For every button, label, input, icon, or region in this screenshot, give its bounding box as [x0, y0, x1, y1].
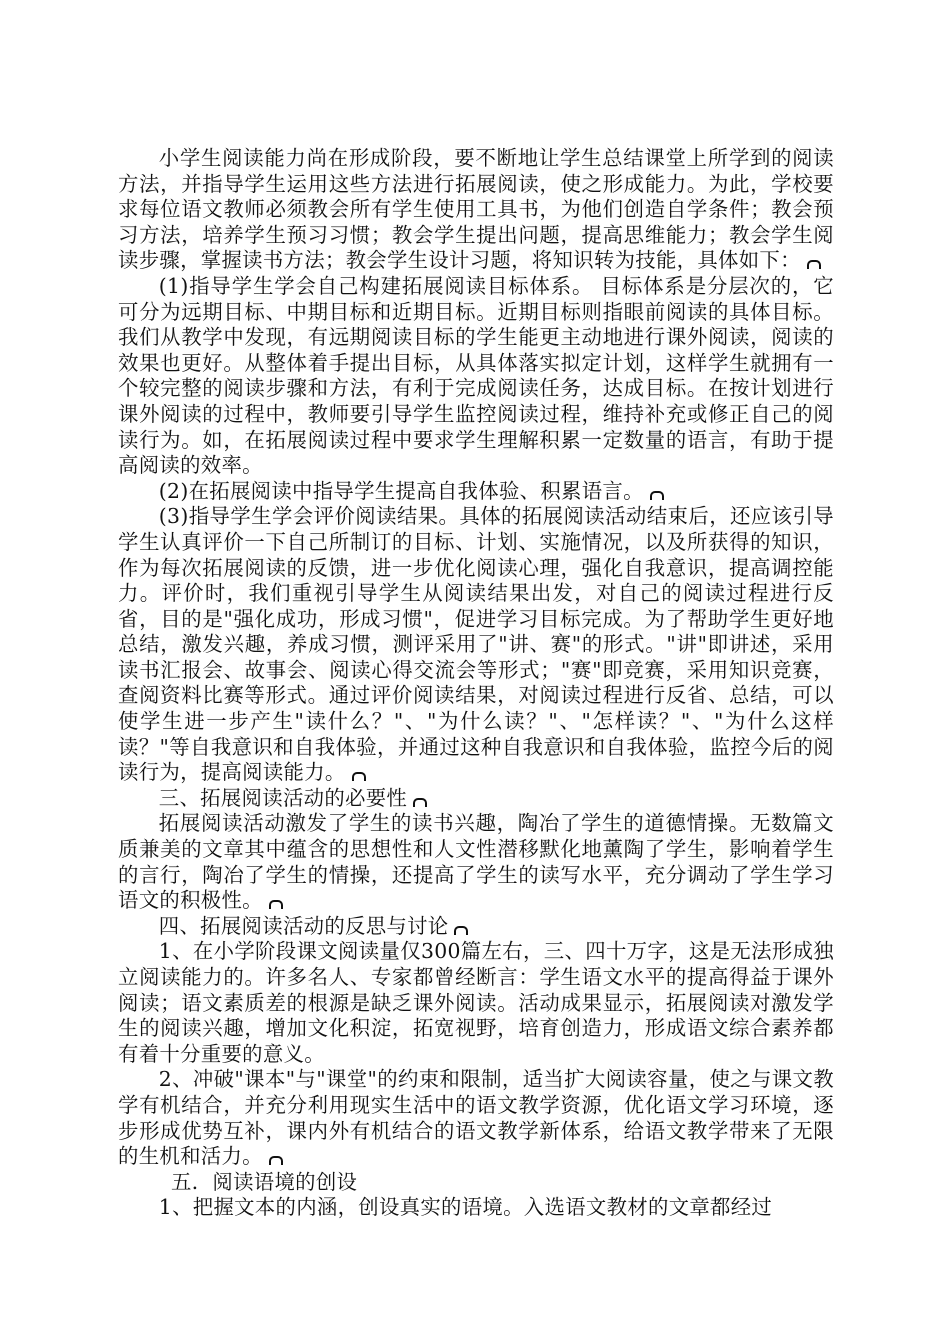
paragraph-item-2: (2)在拓展阅读中指导学生提高自我体验、积累语言。 [118, 479, 834, 505]
paragraph-reflection-1: 1、在小学阶段课文阅读量仅300篇左右，三、四十万字，这是无法形成独立阅读能力的。许多名人、专家都曾经断言：学生语文水平的提高得益于课外阅读；语文素质差的根源是缺乏课外阅读。活动成果显示，拓展阅读对激发学生的阅读兴趣，增加文化积淀，拓宽视野，培育创造力，形成语文综合素养都有着十分重要的意义。 [118, 939, 834, 1066]
section-heading-3: 三、拓展阅读活动的必要性 [118, 786, 834, 812]
paragraph-mark-icon [413, 798, 427, 807]
paragraph-mark-icon [269, 900, 283, 909]
paragraph-intro: 小学生阅读能力尚在形成阶段，要不断地让学生总结课堂上所学到的阅读方法，并指导学生运用这些方法进行拓展阅读，使之形成能力。为此，学校要求每位语文教师必须教会所有学生使用工具书，为他们创造自学条件；教会预习方法，培养学生预习习惯；教会学生提出问题，提高思维能力；教会学生阅读步骤，掌握读书方法；教会学生设计习题，将知识转为技能，具体如下： [118, 146, 834, 273]
paragraph-item-1: (1)指导学生学会自己构建拓展阅读目标体系。 目标体系是分层次的，它可分为远期目标、中期目标和近期目标。近期目标则指眼前阅读的具体目标。我们从教学中发现，有远期阅读目标的学生能更主动地进行课外阅读，阅读的效果也更好。从整体着手提出目标，从具体落实拟定计划，这样学生就拥有一个较完整的阅读步骤和方法，有利于完成阅读任务，达成目标。在按计划进行课外阅读的过程中，教师要引导学生监控阅读过程，维持补充或修正自己的阅读行为。如，在拓展阅读过程中要求学生理解积累一定数量的语言，有助于提高阅读的效率。 [118, 273, 834, 478]
section-heading-4: 四、拓展阅读活动的反思与讨论 [118, 914, 834, 940]
paragraph-necessity: 拓展阅读活动激发了学生的读书兴趣，陶冶了学生的道德情操。无数篇文质兼美的文章其中蕴含的思想性和人文性潜移默化地薰陶了学生，影响着学生的言行，陶冶了学生的情操，还提高了学生的读写水平，充分调动了学生学习语文的积极性。 [118, 811, 834, 913]
document-body [118, 146, 834, 1221]
paragraph-mark-icon [352, 772, 366, 781]
paragraph-reflection-2: 2、冲破"课本"与"课堂"的约束和限制，适当扩大阅读容量，使之与课文教学有机结合，并充分利用现实生活中的语文教学资源，优化语文学习环境，逐步形成优势互补，课内外有机结合的语文教学新体系，给语文教学带来了无限的生机和活力。 [118, 1067, 834, 1169]
paragraph-mark-icon [650, 491, 664, 500]
paragraph-mark-icon [269, 1156, 283, 1165]
paragraph-item-3: (3)指导学生学会评价阅读结果。具体的拓展阅读活动结束后，还应该引导学生认真评价一下自己所制订的目标、计划、实施情况，以及所获得的知识，作为每次拓展阅读的反馈，进一步优化阅读心理，强化自我意识，提高调控能力。评价时，我们重视引导学生从阅读结果出发，对自己的阅读过程进行反省，目的是"强化成功，形成习惯"，促进学习目标完成。为了帮助学生更好地总结，激发兴趣，养成习惯，测评采用了"讲、赛"的形式。"讲"即讲述，采用读书汇报会、故事会、阅读心得交流会等形式；"赛"即竞赛，采用知识竞赛，查阅资料比赛等形式。通过评价阅读结果，对阅读过程进行反省、总结，可以使学生进一步产生"读什么？"、"为什么读？"、"怎样读？"、"为什么这样读？"等自我意识和自我体验，并通过这种自我意识和自我体验，监控今后的阅读行为，提高阅读能力。 [118, 504, 834, 785]
section-heading-5: 五．阅读语境的创设 [171, 1169, 358, 1194]
paragraph-mark-icon [807, 260, 821, 269]
paragraph-context-1: 1、把握文本的内涵，创设真实的语境。入选语文教材的文章都经过 [158, 1195, 773, 1220]
paragraph-mark-icon [454, 926, 468, 935]
